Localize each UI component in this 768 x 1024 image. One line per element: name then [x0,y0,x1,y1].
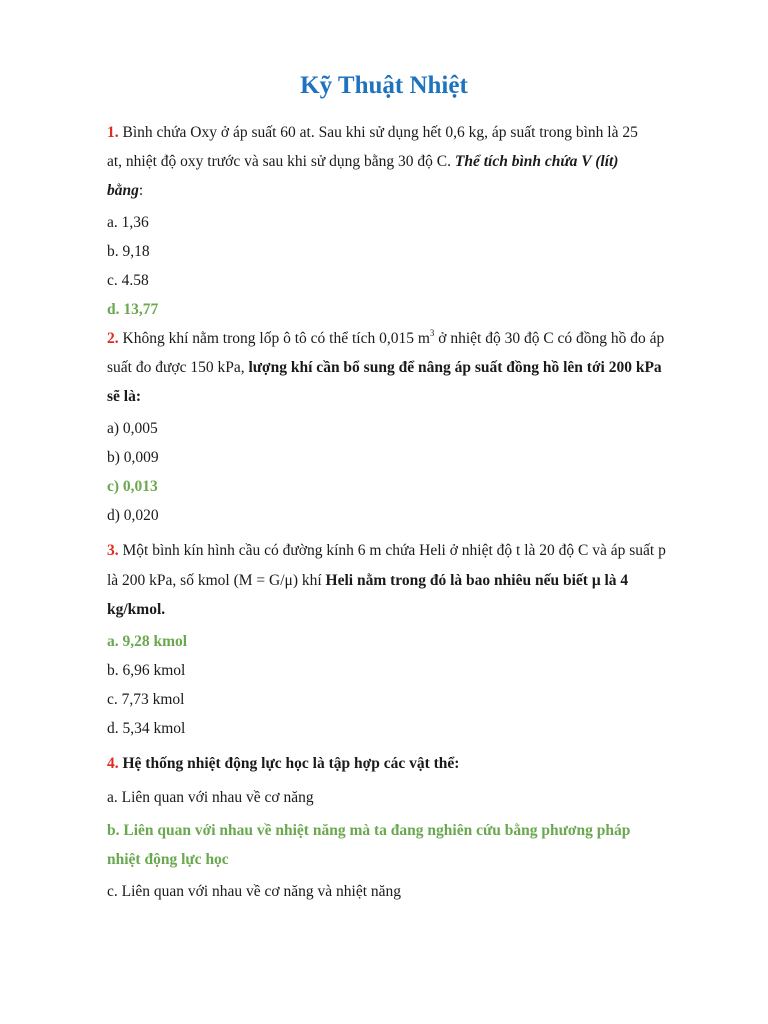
q2-option-a: a) 0,005 [107,420,158,437]
q4-option-b-answer-cont: nhiệt động lực học [107,851,229,868]
q2-option-b: b) 0,009 [107,449,159,466]
q2-line-3: sẽ là: [107,388,142,405]
q3-text: Một bình kín hình cầu có đường kính 6 m chứa Heli ở nhiệt độ t là 20 độ C và áp suất p [118,542,666,559]
q1-number: 1. [107,124,119,141]
q1-option-a: a. 1,36 [107,214,149,231]
q1-text: Bình chứa Oxy ở áp suất 60 at. Sau khi sử dụng hết 0,6 kg, áp suất trong bình là 25 [118,124,638,141]
q3-line-1 [107,542,666,560]
q2-emphasis: lượng khí cần bổ sung để nâng áp suất đồng hồ lên tới 200 kPa [248,359,662,376]
q3-emphasis: Heli nằm trong đó là bao nhiêu nếu biết μ là 4 [325,572,629,589]
q1-line-3 [107,182,143,200]
q2-line-2 [107,359,662,377]
q3-line-3: kg/kmol. [107,601,166,618]
q3-option-c: c. 7,73 kmol [107,691,185,708]
q2-superscript: 3 [429,328,435,338]
q3-text-cont: là 200 kPa, số kmol (M = G/μ) khí [107,572,326,589]
q4-option-b-answer: b. Liên quan với nhau về nhiệt năng mà ta đang nghiên cứu bằng phương pháp [107,822,631,839]
q4-text: Hệ thống nhiệt động lực học là tập hợp các vật thể: [118,755,460,772]
q3-number: 3. [107,542,119,559]
q3-option-b: b. 6,96 kmol [107,662,186,679]
q2-line-1 [107,330,664,348]
q1-option-d-answer: d. 13,77 [107,301,159,318]
q2-text-post: ở nhiệt độ 30 độ C có đồng hồ đo áp [434,330,665,347]
q1-line-2 [107,153,618,171]
q1-text-cont: at, nhiệt độ oxy trước và sau khi sử dụng bằng 30 độ C. [107,153,455,170]
q2-number: 2. [107,330,119,347]
q1-emphasis: Thể tích bình chứa V (lít) [454,153,619,170]
q2-option-d: d) 0,020 [107,507,159,524]
q3-option-d: d. 5,34 kmol [107,720,186,737]
q1-option-b: b. 9,18 [107,243,150,260]
q2-option-c-answer: c) 0,013 [107,478,158,495]
q4-option-a: a. Liên quan với nhau về cơ năng [107,789,314,806]
q3-option-a-answer: a. 9,28 kmol [107,633,188,650]
q1-emphasis-cont: bằng [107,182,139,199]
q4-option-c: c. Liên quan với nhau về cơ năng và nhiệt năng [107,883,402,900]
q2-text: Không khí nằm trong lốp ô tô có thể tích 0,015 m [118,330,430,347]
q1-option-c: c. 4.58 [107,272,149,289]
q4-number: 4. [107,755,119,772]
q1-colon: : [138,182,144,199]
q4-line-1 [107,755,459,773]
q1-line-1 [107,124,638,142]
q3-line-2 [107,572,628,590]
q2-text-cont: suất đo được 150 kPa, [107,359,249,376]
page-title: Kỹ Thuật Nhiệt [300,72,468,99]
